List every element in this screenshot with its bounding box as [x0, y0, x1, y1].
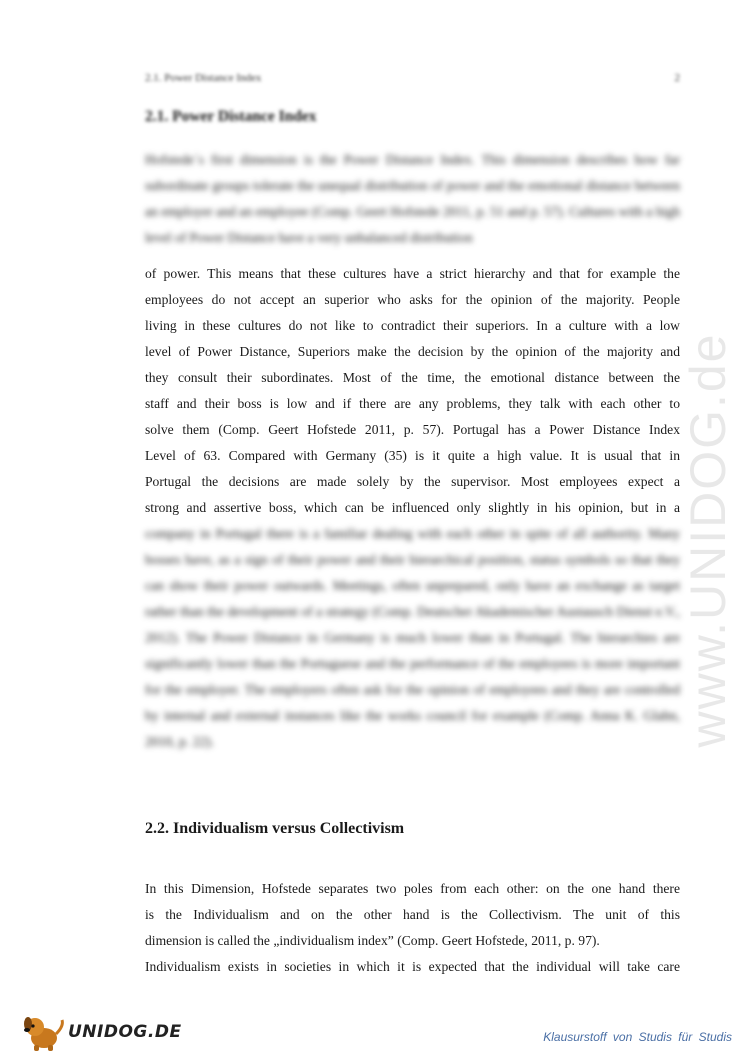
text-line: they consult their subordinates. Most of the time, the emotional distance between the [145, 370, 680, 385]
section-2-2-paragraph [145, 876, 680, 980]
text-line: Individualism exists in societies in which it is expected that the individual will take care [145, 959, 680, 974]
blurred-paragraph-top: Hofstede´s first dimension is the Power Distance Index. This dimension describes how far subordinate groups tolerate the unequal distribution of power and the emotional distance between an employer and an employee (Comp. Geert Hofstede 2011, p. 51 and p. 57). Cultures with a high level of Power Distance have a very unbalanced distribution [145, 152, 680, 245]
text-line: staff and their boss is low and if there are any problems, they talk with each other to [145, 396, 680, 411]
section-heading-2-2: 2.2. Individualism versus Collectivism [145, 820, 405, 837]
footer-tagline: Klausurstoff von Studis für Studis [543, 1030, 732, 1044]
text-line: Portugal the decisions are made solely by the supervisor. Most employees expect a [145, 474, 680, 489]
text-line: solve them (Comp. Geert Hofstede 2011, p. 57). Portugal has a Power Distance Index [145, 422, 680, 437]
page-number: 2 [674, 72, 680, 84]
section-heading-2-1: 2.1. Power Distance Index [145, 108, 317, 125]
text-line: employees do not accept an superior who asks for the opinion of the majority. People [145, 292, 680, 307]
visible-paragraph [145, 261, 680, 521]
watermark: www.UNIDOG.de [680, 332, 736, 748]
running-header [145, 72, 680, 84]
text-line: In this Dimension, Hofstede separates two poles from each other: on the one hand there [145, 881, 680, 896]
text-line: strong and assertive boss, which can be influenced only slightly in his opinion, but in a [145, 500, 680, 515]
logo-text: UNIDOG.DE [68, 1022, 182, 1042]
running-title: 2.1. Power Distance Index [145, 72, 262, 84]
text-line: Level of 63. Compared with Germany (35) is it quite a high value. It is usual that in [145, 448, 680, 463]
text-line: level of Power Distance, Superiors make the decision by the opinion of the majority and [145, 344, 680, 359]
text-line: is the Individualism and on the other hand is the Collectivism. The unit of this [145, 907, 680, 922]
text-line: of power. This means that these cultures have a strict hierarchy and that for example the [145, 266, 680, 281]
text-line: living in these cultures do not like to contradict their superiors. In a culture with a low [145, 318, 680, 333]
blurred-paragraph-bottom: company in Portugal there is a familiar dealing with each other in spite of all authority. Many bosses have, as a sign of their power and their hierarchical position, status symbols so that they can show their power outwards. Meetings, often unprepared, only have an exchange as target rather than the development of a strategy (Comp. Deutscher Akademischer Austausch Dienst e.V., 2012). The Power Distance in Germany is much lower than in Portugal. The hierarchies are significantly lower than the Portuguese and the performance of the employees is more important for the employer. The employers often ask for the opinion of employees and they are controlled by internal and external instances like the works council for example (Comp. Anna K. Glahn, 2010, p. 22). [145, 526, 680, 749]
unidog-logo[interactable] [20, 1012, 182, 1052]
dog-mascot-icon [20, 1012, 66, 1052]
text-line: dimension is called the „individualism index” (Comp. Geert Hofstede, 2011, p. 97). [145, 933, 600, 948]
